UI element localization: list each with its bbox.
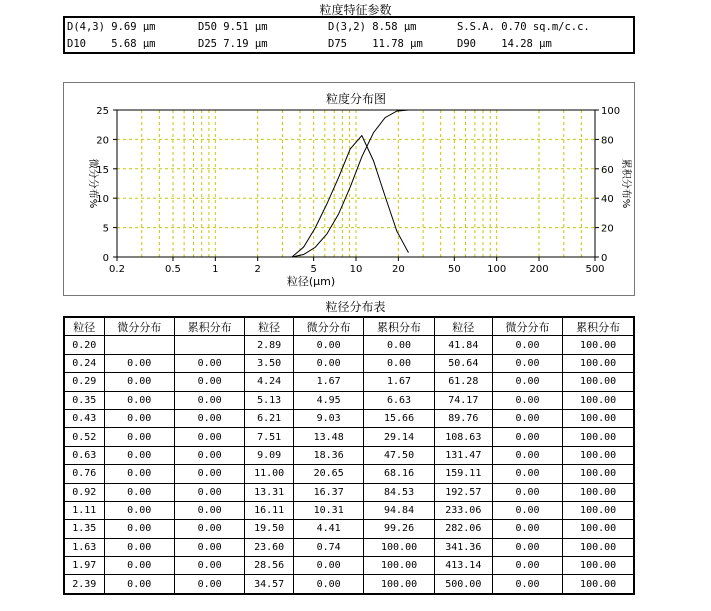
- table-row: [64, 354, 634, 372]
- table-cell: 0.00: [492, 538, 562, 556]
- param-d25: D25 7.19 μm: [198, 38, 268, 50]
- y-right-tick-label: 80: [601, 135, 614, 147]
- table-cell: 0.00: [492, 428, 562, 446]
- table-cell: 100.00: [364, 538, 434, 556]
- param-d32: D(3,2) 8.58 μm: [328, 21, 417, 33]
- param-d90: D90 14.28 μm: [457, 38, 552, 50]
- table-cell: 0.00: [492, 373, 562, 391]
- table-cell: 28.56: [245, 557, 294, 575]
- table-cell: 0.92: [64, 483, 104, 501]
- table-cell: 2.39: [64, 575, 104, 594]
- table-cell: 100.00: [563, 538, 634, 556]
- table-cell: 0.00: [293, 575, 363, 594]
- table-cell: 100.00: [563, 391, 634, 409]
- table-cell: 100.00: [563, 336, 634, 354]
- table-cell: 0.00: [174, 557, 244, 575]
- table-cell: 18.36: [293, 446, 363, 464]
- x-axis-label: 粒径(μm): [286, 275, 336, 288]
- table-cell: 341.36: [434, 538, 492, 556]
- chart-title: 粒度分布图: [325, 92, 387, 106]
- y-right-tick-label: 60: [601, 164, 614, 176]
- y-right-tick-label: 0: [601, 253, 608, 264]
- table-cell: 282.06: [434, 520, 492, 538]
- column-header: 粒径: [434, 317, 492, 336]
- table-cell: 0.00: [492, 391, 562, 409]
- chart-frame: [63, 82, 635, 296]
- table-cell: 100.00: [563, 520, 634, 538]
- table-cell: 1.97: [64, 557, 104, 575]
- table-cell: 0.00: [174, 465, 244, 483]
- table-cell: 4.41: [293, 520, 363, 538]
- distribution-chart: [64, 83, 636, 297]
- y-right-tick-label: 20: [601, 223, 614, 235]
- y-right-axis-label: 累积分布%: [620, 158, 631, 209]
- table-row: [64, 465, 634, 483]
- table-cell: 41.84: [434, 336, 492, 354]
- table-cell: 413.14: [434, 557, 492, 575]
- table-cell: 1.63: [64, 538, 104, 556]
- table-cell: 0.00: [492, 575, 562, 594]
- y-left-axis-label: 微分分布%: [87, 158, 98, 209]
- table-cell: 233.06: [434, 501, 492, 519]
- x-tick-label: 100: [487, 264, 507, 275]
- table-cell: 0.00: [174, 391, 244, 409]
- table-cell: 4.24: [245, 373, 294, 391]
- table-cell: 15.66: [364, 409, 434, 427]
- table-cell: 0.00: [104, 409, 174, 427]
- table-cell: 0.20: [64, 336, 104, 354]
- table-cell: 108.63: [434, 428, 492, 446]
- table-cell: 20.65: [293, 465, 363, 483]
- table-row: [64, 483, 634, 501]
- table-cell: 5.13: [245, 391, 294, 409]
- table-cell: 94.84: [364, 501, 434, 519]
- table-cell: 100.00: [364, 575, 434, 594]
- table-cell: 0.00: [174, 373, 244, 391]
- table-cell: 6.21: [245, 409, 294, 427]
- table-cell: 0.00: [492, 557, 562, 575]
- table-cell: 0.00: [104, 557, 174, 575]
- table-cell: 2.89: [245, 336, 294, 354]
- table-cell: 1.11: [64, 501, 104, 519]
- table-cell: 0.00: [293, 557, 363, 575]
- column-header: 微分分布: [492, 317, 562, 336]
- table-cell: 0.00: [104, 520, 174, 538]
- table-cell: 10.31: [293, 501, 363, 519]
- table-cell: 34.57: [245, 575, 294, 594]
- column-header: 粒径: [245, 317, 294, 336]
- table-cell: 0.00: [492, 336, 562, 354]
- x-tick-label: 0.2: [109, 264, 125, 275]
- x-tick-label: 200: [529, 264, 549, 275]
- param-ssa: S.S.A. 0.70 sq.m/c.c.: [457, 21, 590, 33]
- table-cell: 0.00: [492, 446, 562, 464]
- table-cell: 84.53: [364, 483, 434, 501]
- distribution-table: [63, 316, 635, 595]
- table-cell: 13.48: [293, 428, 363, 446]
- param-d75: D75 11.78 μm: [328, 38, 423, 50]
- param-d43: D(4,3) 9.69 μm: [67, 21, 156, 33]
- table-cell: 50.64: [434, 354, 492, 372]
- table-cell: 0.00: [174, 446, 244, 464]
- table-header-row: [64, 317, 634, 336]
- column-header: 累积分布: [563, 317, 634, 336]
- y-right-tick-label: 40: [601, 194, 614, 206]
- table-cell: 100.00: [563, 557, 634, 575]
- table-row: [64, 428, 634, 446]
- table-cell: [174, 336, 244, 354]
- y-left-tick-label: 15: [96, 164, 109, 176]
- table-cell: 100.00: [364, 557, 434, 575]
- x-tick-label: 2: [254, 264, 261, 275]
- table-cell: 11.00: [245, 465, 294, 483]
- table-cell: 13.31: [245, 483, 294, 501]
- table-cell: 0.63: [64, 446, 104, 464]
- table-cell: 0.00: [174, 538, 244, 556]
- table-row: [64, 520, 634, 538]
- table-cell: 0.00: [174, 520, 244, 538]
- x-tick-label: 20: [391, 264, 405, 275]
- table-cell: 0.00: [104, 446, 174, 464]
- table-cell: 16.11: [245, 501, 294, 519]
- table-cell: 100.00: [563, 465, 634, 483]
- table-cell: 1.35: [64, 520, 104, 538]
- table-cell: 47.50: [364, 446, 434, 464]
- y-left-tick-label: 20: [96, 135, 109, 147]
- params-title: 粒度特征参数: [319, 3, 392, 17]
- table-cell: 0.74: [293, 538, 363, 556]
- table-row: [64, 409, 634, 427]
- table-cell: 0.00: [104, 391, 174, 409]
- table-row: [64, 538, 634, 556]
- y-left-tick-label: 10: [96, 194, 109, 206]
- table-cell: 0.00: [174, 409, 244, 427]
- params-box: [63, 16, 635, 54]
- table-cell: 0.35: [64, 391, 104, 409]
- table-cell: 16.37: [293, 483, 363, 501]
- table-body: [64, 336, 634, 594]
- table-cell: 0.00: [492, 465, 562, 483]
- table-cell: 0.00: [174, 575, 244, 594]
- table-cell: 6.63: [364, 391, 434, 409]
- table-cell: 23.60: [245, 538, 294, 556]
- table-cell: 0.00: [104, 428, 174, 446]
- table-cell: 0.00: [174, 428, 244, 446]
- column-header: 累积分布: [174, 317, 244, 336]
- table-cell: 89.76: [434, 409, 492, 427]
- column-header: 微分分布: [293, 317, 363, 336]
- table-cell: 0.00: [104, 373, 174, 391]
- table-cell: 0.00: [104, 465, 174, 483]
- x-tick-label: 0.5: [165, 264, 181, 275]
- table-cell: 1.67: [364, 373, 434, 391]
- table-cell: 9.09: [245, 446, 294, 464]
- table-cell: 100.00: [563, 483, 634, 501]
- table-title: 粒径分布表: [325, 300, 386, 314]
- table-cell: 100.00: [563, 501, 634, 519]
- table-cell: 68.16: [364, 465, 434, 483]
- table-row: [64, 557, 634, 575]
- param-d10: D10 5.68 μm: [67, 38, 156, 50]
- table-cell: 0.00: [104, 483, 174, 501]
- table-cell: 0.29: [64, 373, 104, 391]
- table-cell: 100.00: [563, 428, 634, 446]
- table-cell: 99.26: [364, 520, 434, 538]
- x-tick-label: 50: [447, 264, 461, 275]
- differential-distribution-line: [292, 136, 409, 257]
- table-cell: 0.76: [64, 465, 104, 483]
- y-left-tick-label: 5: [102, 223, 109, 235]
- table-row: [64, 373, 634, 391]
- table-cell: 9.03: [293, 409, 363, 427]
- table-cell: 0.00: [104, 501, 174, 519]
- table-cell: 61.28: [434, 373, 492, 391]
- x-tick-label: 1: [212, 264, 219, 275]
- table-cell: 131.47: [434, 446, 492, 464]
- table-cell: 19.50: [245, 520, 294, 538]
- table-cell: [104, 336, 174, 354]
- param-d50: D50 9.51 μm: [198, 21, 268, 33]
- table-cell: 7.51: [245, 428, 294, 446]
- x-tick-label: 500: [585, 264, 605, 275]
- table-row: [64, 501, 634, 519]
- y-left-tick-label: 25: [96, 106, 109, 117]
- table-cell: 4.95: [293, 391, 363, 409]
- table-row: [64, 575, 634, 594]
- table-cell: 0.00: [174, 501, 244, 519]
- table-row: [64, 446, 634, 464]
- column-header: 累积分布: [364, 317, 434, 336]
- table-cell: 100.00: [563, 575, 634, 594]
- table-cell: 0.00: [492, 354, 562, 372]
- table-cell: 0.00: [293, 354, 363, 372]
- table-cell: 100.00: [563, 446, 634, 464]
- table-cell: 100.00: [563, 354, 634, 372]
- table-cell: 0.00: [492, 520, 562, 538]
- table-cell: 0.00: [174, 354, 244, 372]
- table-cell: 100.00: [563, 409, 634, 427]
- table-cell: 0.00: [104, 538, 174, 556]
- table-cell: 0.00: [364, 354, 434, 372]
- table-cell: 0.00: [104, 354, 174, 372]
- table-cell: 0.00: [104, 575, 174, 594]
- column-header: 微分分布: [104, 317, 174, 336]
- table-cell: 0.00: [492, 483, 562, 501]
- table-row: [64, 336, 634, 354]
- table-cell: 0.43: [64, 409, 104, 427]
- table-cell: 3.50: [245, 354, 294, 372]
- table-cell: 0.00: [174, 483, 244, 501]
- table-cell: 192.57: [434, 483, 492, 501]
- table-cell: 29.14: [364, 428, 434, 446]
- table-cell: 0.24: [64, 354, 104, 372]
- table-cell: 0.00: [492, 409, 562, 427]
- table-row: [64, 391, 634, 409]
- table-cell: 1.67: [293, 373, 363, 391]
- table-cell: 159.11: [434, 465, 492, 483]
- table-cell: 500.00: [434, 575, 492, 594]
- table-cell: 0.00: [364, 336, 434, 354]
- x-tick-label: 10: [349, 264, 363, 275]
- cumulative-distribution-line: [292, 110, 595, 257]
- y-right-tick-label: 100: [601, 106, 621, 117]
- table-cell: 74.17: [434, 391, 492, 409]
- table-cell: 0.00: [492, 501, 562, 519]
- table-cell: 100.00: [563, 373, 634, 391]
- column-header: 粒径: [64, 317, 104, 336]
- table-cell: 0.52: [64, 428, 104, 446]
- table-cell: 0.00: [293, 336, 363, 354]
- x-tick-label: 5: [310, 264, 317, 275]
- y-left-tick-label: 0: [102, 253, 109, 264]
